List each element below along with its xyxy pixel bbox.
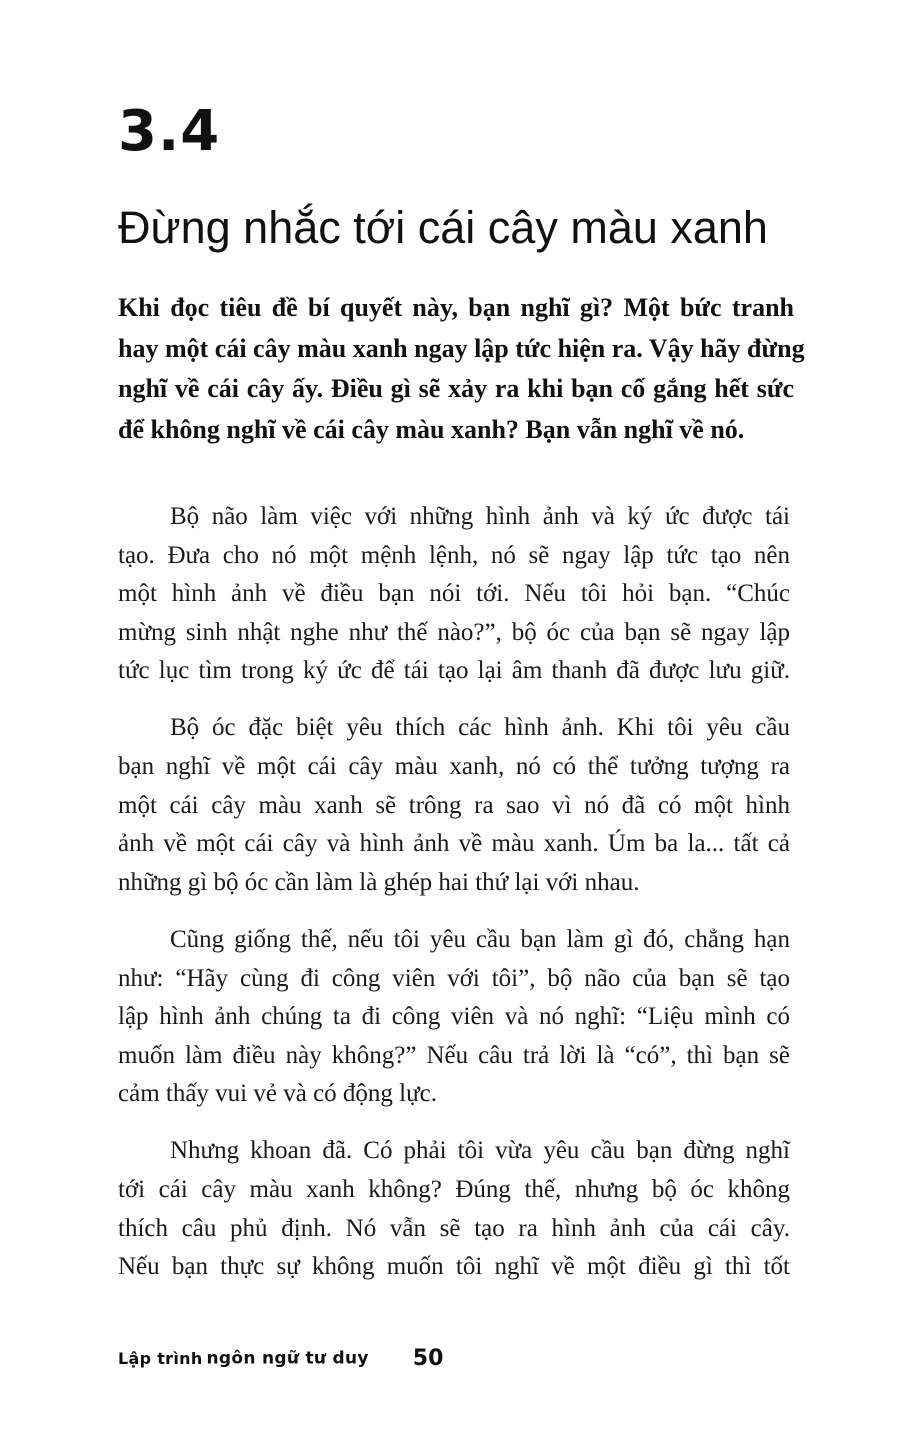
body-paragraph xyxy=(118,1132,790,1286)
body-paragraph xyxy=(118,498,790,691)
body-line: một cái cây màu xanh sẽ trông ra sao vì nó đã có một hình xyxy=(118,791,790,819)
section-title: Đừng nhắc tới cái cây màu xanh xyxy=(118,202,768,253)
body-line: tới cái cây màu xanh không? Đúng thế, nhưng bộ óc không xyxy=(118,1176,790,1203)
body-line: Bộ óc đặc biệt yêu thích các hình ảnh. Khi tôi yêu cầu xyxy=(170,714,790,742)
body-line: Nếu bạn thực sự không muốn tôi nghĩ về một điều gì thì tốt xyxy=(118,1253,790,1281)
body-line: tạo. Đưa cho nó một mệnh lệnh, nó sẽ ngay lập tức tạo nên xyxy=(118,541,790,569)
footer-book-title-part1: Lập trình xyxy=(118,1349,203,1368)
body-line: như: “Hãy cùng đi công viên với tôi”, bộ não của bạn sẽ tạo xyxy=(118,964,790,992)
body-line: lập hình ảnh chúng ta đi công viên và nó nghĩ: “Liệu mình có xyxy=(118,1003,790,1031)
lead-line: nghĩ về cái cây ấy. Điều gì sẽ xảy ra khi bạn cố gắng hết sức xyxy=(118,374,794,403)
section-number: 3.4 xyxy=(118,99,221,164)
body-text xyxy=(118,498,790,1305)
body-line: muốn làm điều này không?” Nếu câu trả lời là “có”, thì bạn sẽ xyxy=(118,1041,790,1069)
body-line: ảnh về một cái cây và hình ảnh về màu xanh. Úm ba la... tất cả xyxy=(118,830,790,858)
body-line: một hình ảnh về điều bạn nói tới. Nếu tôi hỏi bạn. “Chúc xyxy=(118,580,790,608)
body-line: tức lục tìm trong ký ức để tái tạo lại âm thanh đã được lưu giữ. xyxy=(118,657,790,685)
lead-line: Khi đọc tiêu đề bí quyết này, bạn nghĩ gì? Một bức tranh xyxy=(118,293,794,322)
body-line: những gì bộ óc cần làm là ghép hai thứ lại với nhau. xyxy=(118,868,640,896)
footer-book-title-part2: ngôn ngữ tư duy xyxy=(206,1348,369,1369)
lead-line: hay một cái cây màu xanh ngay lập tức hiện ra. Vậy hãy đừng xyxy=(118,333,805,363)
body-line: Nhưng khoan đã. Có phải tôi vừa yêu cầu bạn đừng nghĩ xyxy=(170,1137,790,1165)
body-line: cảm thấy vui vẻ và có động lực. xyxy=(118,1080,438,1108)
page-number: 50 xyxy=(412,1346,444,1371)
body-line: bạn nghĩ về một cái cây màu xanh, nó có thể tưởng tượng ra xyxy=(118,753,790,781)
body-line: mừng sinh nhật nghe như thế nào?”, bộ óc của bạn sẽ ngay lập xyxy=(118,618,790,646)
body-line: Cũng giống thế, nếu tôi yêu cầu bạn làm gì đó, chẳng hạn xyxy=(170,925,790,953)
page-footer xyxy=(118,1346,443,1382)
body-line: thích câu phủ định. Nó vẫn sẽ tạo ra hình ảnh của cái cây. xyxy=(118,1214,790,1242)
lead-paragraph xyxy=(118,288,805,450)
body-line: Bộ não làm việc với những hình ảnh và ký ức được tái xyxy=(170,503,790,530)
lead-line: để không nghĩ về cái cây màu xanh? Bạn vẫn nghĩ về nó. xyxy=(118,414,745,444)
body-paragraph xyxy=(118,709,790,902)
body-paragraph xyxy=(118,921,790,1114)
